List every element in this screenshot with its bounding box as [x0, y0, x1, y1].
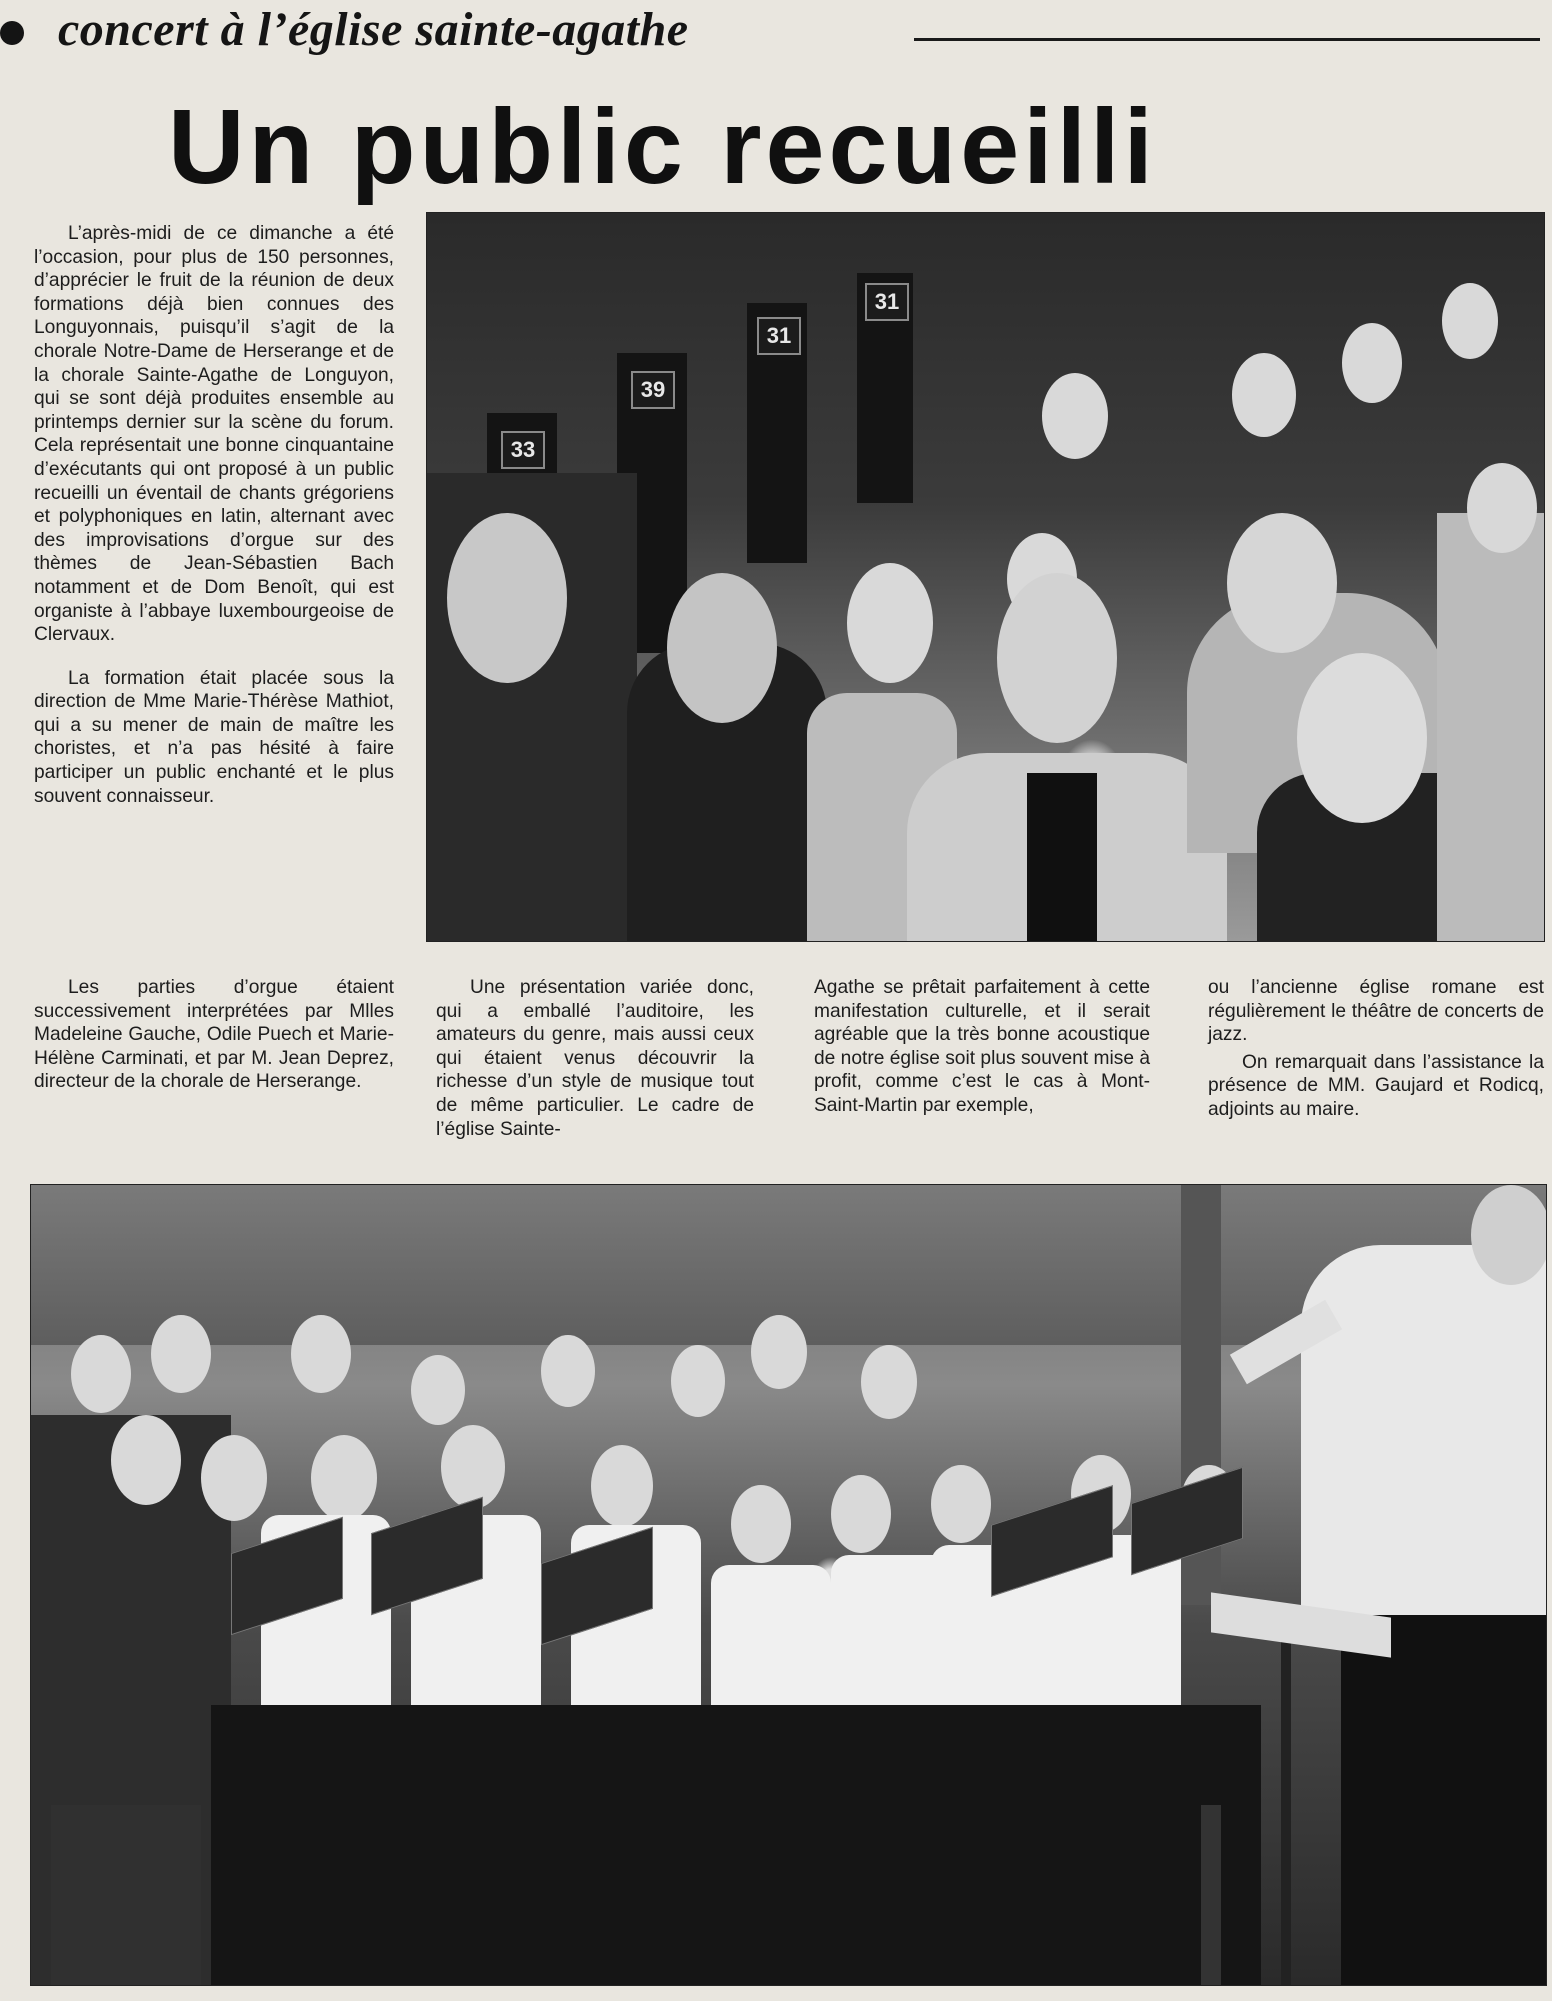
conductor	[1301, 1245, 1546, 1625]
person	[1342, 323, 1402, 403]
article-column-3	[814, 976, 1150, 1138]
singer	[201, 1435, 267, 1521]
paragraph: ou l’ancienne église romane est régulièrement le théâtre de concerts de jazz.	[1208, 977, 1544, 1046]
pew-number: 31	[757, 317, 801, 355]
paragraph: Agathe se prêtait parfaitement à cette manifestation culturelle, et il serait agréable que la très bonne acoustique de notre église soit plus souvent mise à profit, comme c’est le cas à Mont-Saint-Martin par exemple,	[814, 977, 1150, 1116]
paragraph: L’après-midi de ce dimanche a été l’occasion, pour plus de 150 personnes, d’apprécier le fruit de la réunion de deux formations déjà bien connues des Longuyonnais, puisqu’il s’agit de la chorale Notre-Dame de Herserange et de la chorale Sainte-Agathe de Longuyon, qui se sont déjà produites ensemble au printemps dernier sur la scène du forum. Cela représentait une bonne cinquantaine d’exécutants qui ont proposé à un public recueilli un éventail de chants grégoriens et polyphoniques en latin, alternant avec des improvisations d’orgue sur des thèmes de Jean-Sébastien Bach notamment et de Dom Benoît, qui est organiste à l’abbaye luxembourgeoise de Clervaux.	[34, 223, 394, 646]
headline: Un public recueilli	[168, 88, 1157, 206]
person	[997, 573, 1117, 743]
paragraph: La formation était placée sous la direction de Mme Marie-Thérèse Mathiot, qui a su mener de main de maître les choristes, et n’a pas hésité à faire participer un public enchanté et le plus souvent connaisseur.	[34, 667, 394, 807]
article-column-1b	[34, 976, 394, 1114]
singer	[861, 1345, 917, 1419]
singer	[441, 1425, 505, 1509]
pew-number: 31	[865, 283, 909, 321]
conductor-skirt	[1341, 1615, 1546, 1985]
singer	[591, 1445, 653, 1527]
singer	[71, 1335, 131, 1413]
person	[1227, 513, 1337, 653]
bullet-dot	[0, 21, 24, 45]
pew-number: 39	[631, 371, 675, 409]
person	[1467, 463, 1537, 553]
singer	[311, 1435, 377, 1521]
person	[1027, 773, 1097, 941]
music-stand	[1281, 1625, 1291, 1985]
singers-skirts	[211, 1705, 1261, 1985]
paragraph: Les parties d’orgue étaient successivement interprétées par Mlles Madeleine Gauche, Odile Puech et Marie-Hélène Carminati, et par M. Jean Deprez, directeur de la chorale de Herserange.	[34, 977, 394, 1093]
person	[667, 573, 777, 723]
article-column-2	[436, 976, 754, 1161]
person	[1442, 283, 1498, 359]
person	[1042, 373, 1108, 459]
person	[1232, 353, 1296, 437]
audience-photo	[426, 212, 1545, 942]
singer	[731, 1485, 791, 1563]
person	[847, 563, 933, 683]
person	[1437, 513, 1544, 941]
chair	[1201, 1805, 1221, 1985]
paragraph: On remarquait dans l’assistance la présence de MM. Gaujard et Rodicq, adjoints au maire.	[1208, 1051, 1544, 1120]
paragraph: Une présentation variée donc, qui a emballé l’auditoire, les amateurs du genre, mais aussi ceux qui étaient venus découvrir la richesse d’un style de musique tout de même particulier. Le cadre de l’église Sainte-	[436, 977, 754, 1140]
choir-photo	[30, 1184, 1547, 1986]
person	[1297, 653, 1427, 823]
singer	[671, 1345, 725, 1417]
singer	[831, 1475, 891, 1553]
singer	[291, 1315, 351, 1393]
singer	[931, 1465, 991, 1543]
singer	[751, 1315, 807, 1389]
chair	[51, 1805, 201, 1985]
singer	[111, 1415, 181, 1505]
person	[447, 513, 567, 683]
article-column-1	[34, 222, 394, 828]
singer	[151, 1315, 211, 1393]
conductor-head	[1471, 1185, 1547, 1285]
kicker-title: concert à l’église sainte-agathe	[58, 3, 689, 56]
singer	[411, 1355, 465, 1425]
pew-number: 33	[501, 431, 545, 469]
kicker-rule	[914, 38, 1540, 41]
article-column-4	[1208, 976, 1544, 1142]
singer	[541, 1335, 595, 1407]
